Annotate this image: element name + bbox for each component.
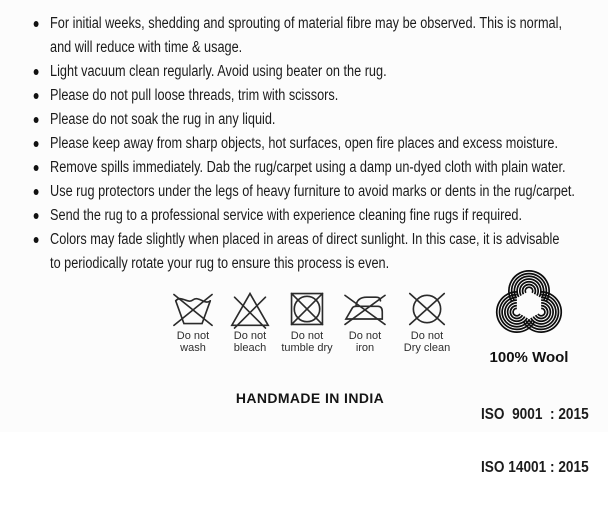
do-not-iron-icon xyxy=(342,289,388,329)
list-item xyxy=(32,12,608,36)
list-item-continuation xyxy=(32,36,608,60)
do-not-tumble-dry-icon xyxy=(284,289,330,329)
bullet-dot-icon xyxy=(34,93,39,99)
list-item xyxy=(32,108,608,132)
care-symbol-dry-clean xyxy=(396,289,458,354)
symbol-caption: Do not iron xyxy=(348,330,382,354)
do-not-dry-clean-icon xyxy=(404,289,450,329)
symbol-caption: Do not wash xyxy=(176,330,210,354)
bullet-dot-icon xyxy=(34,237,39,243)
bullet-dot-icon xyxy=(34,165,39,171)
bullet-dot-icon xyxy=(34,213,39,219)
instruction-text: Use rug protectors under the legs of heavy furniture to avoid marks or dents in the rug/carpet. xyxy=(50,183,575,200)
instruction-text: Please do not pull loose threads, trim with scissors. xyxy=(50,87,339,104)
symbol-caption: Do not Dry clean xyxy=(403,330,451,354)
instruction-text: Send the rug to a professional service with experience cleaning fine rugs if required. xyxy=(50,207,523,224)
symbol-caption: Do not tumble dry xyxy=(281,330,333,354)
list-item xyxy=(32,180,608,204)
bullet-dot-icon xyxy=(34,141,39,147)
instruction-text: Please do not soak the rug in any liquid. xyxy=(50,111,276,128)
iso-9001-line: ISO 9001 : 2015 xyxy=(481,406,589,423)
bullet-dot-icon xyxy=(34,21,39,27)
instruction-text: to periodically rotate your rug to ensure this process is even. xyxy=(50,255,390,272)
instruction-text: Remove spills immediately. Dab the rug/carpet using a damp un-dyed cloth with plain water. xyxy=(50,159,566,176)
list-item xyxy=(32,84,608,108)
instruction-text: For initial weeks, shedding and sprouting of material fibre may be observed. This is normal, xyxy=(50,15,562,32)
list-item xyxy=(32,132,608,156)
list-item xyxy=(32,156,608,180)
list-item xyxy=(32,204,608,228)
list-item xyxy=(32,60,608,84)
iso-14001-line: ISO 14001 : 2015 xyxy=(481,458,589,476)
instruction-text: Colors may fade slightly when placed in areas of direct sunlight. In this case, it is advisable xyxy=(50,231,560,248)
care-instructions-list xyxy=(32,12,608,276)
do-not-wash-icon xyxy=(170,289,216,329)
bullet-dot-icon xyxy=(34,189,39,195)
instruction-text: Please keep away from sharp objects, hot surfaces, open fire places and excess moisture. xyxy=(50,135,559,152)
woolmark-logo xyxy=(492,268,566,342)
do-not-bleach-icon xyxy=(227,289,273,329)
symbol-caption: Do not bleach xyxy=(233,330,267,354)
instruction-text: and will reduce with time & usage. xyxy=(50,39,243,56)
care-symbol-tumble-dry xyxy=(276,289,338,354)
list-item xyxy=(32,228,608,252)
handmade-in-india-text: HANDMADE IN INDIA xyxy=(235,390,385,406)
iso-certifications xyxy=(481,371,589,511)
woolmark-block xyxy=(489,268,569,366)
bullet-dot-icon xyxy=(34,69,39,75)
care-symbol-bleach xyxy=(219,289,281,354)
instruction-text: Light vacuum clean regularly. Avoid using beater on the rug. xyxy=(50,63,387,80)
wool-label: 100% Wool xyxy=(489,349,569,366)
care-symbol-wash xyxy=(162,289,224,354)
bullet-dot-icon xyxy=(34,117,39,123)
care-symbol-iron xyxy=(334,289,396,354)
